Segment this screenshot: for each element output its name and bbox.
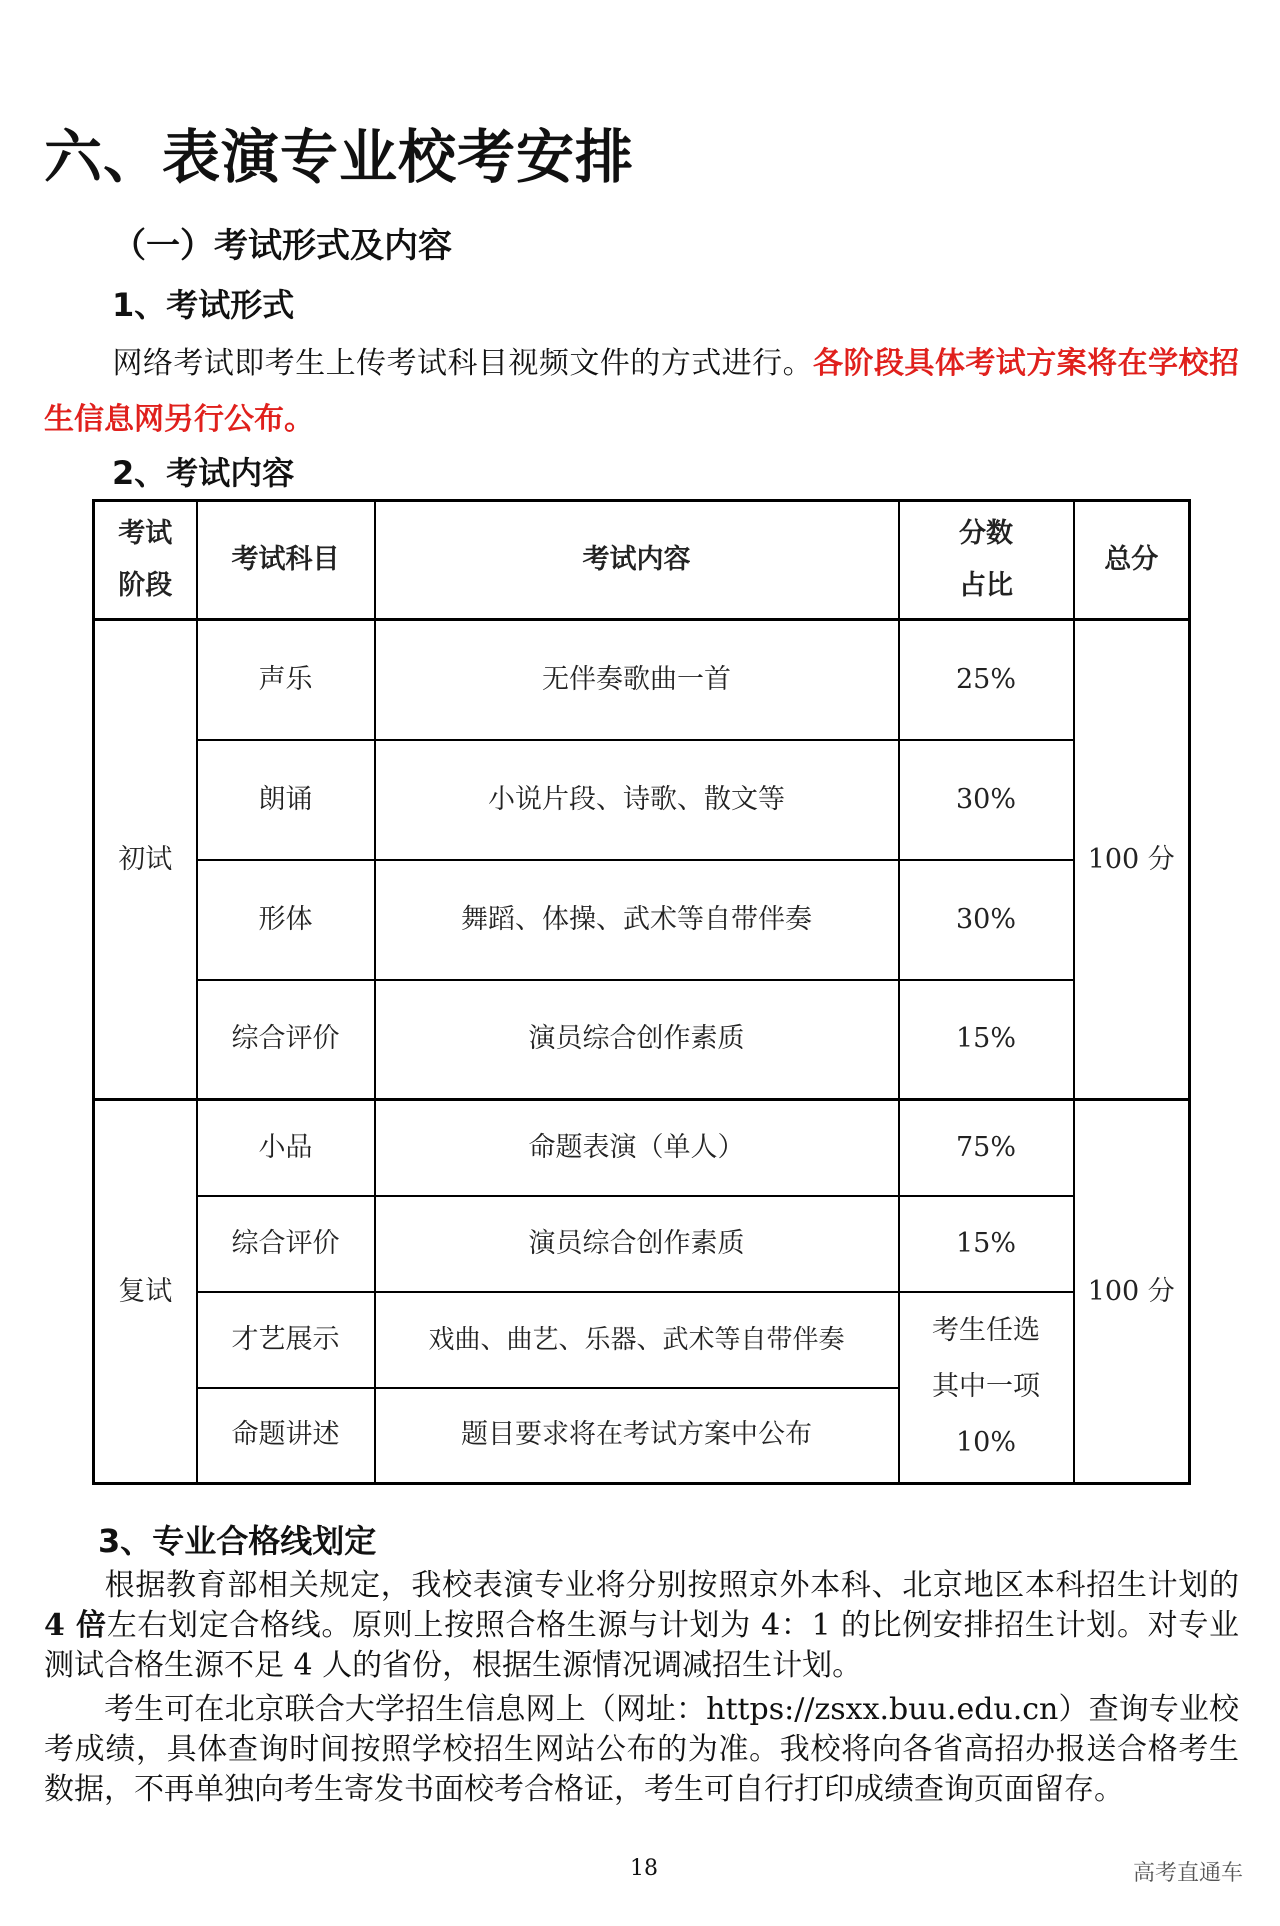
subsection-title: （一）考试形式及内容 bbox=[112, 226, 452, 266]
ratio-cell: 30% bbox=[899, 860, 1074, 980]
stage-preliminary: 初试 bbox=[94, 620, 197, 1100]
item3-title: 3、专业合格线划定 bbox=[98, 1522, 377, 1560]
header-subject: 考试科目 bbox=[197, 501, 375, 620]
table-row bbox=[94, 740, 1190, 860]
content-cell: 小说片段、诗歌、散文等 bbox=[375, 740, 899, 860]
item3-paragraph-2 bbox=[44, 1690, 1239, 1810]
table-row bbox=[94, 620, 1190, 740]
section-title: 六、表演专业校考安排 bbox=[44, 123, 635, 191]
total-preliminary: 100 分 bbox=[1074, 620, 1190, 1100]
table-header-row bbox=[94, 501, 1190, 620]
content-cell: 命题表演（单人） bbox=[375, 1100, 899, 1196]
subject-cell: 才艺展示 bbox=[197, 1292, 375, 1388]
item1-text: 网络考试即考生上传考试科目视频文件的方式进行。 bbox=[112, 346, 814, 381]
total-retest: 100 分 bbox=[1074, 1100, 1190, 1484]
content-cell: 舞蹈、体操、武术等自带伴奏 bbox=[375, 860, 899, 980]
item2-title: 2、考试内容 bbox=[112, 454, 295, 492]
table-row bbox=[94, 1196, 1190, 1292]
subject-cell: 小品 bbox=[197, 1100, 375, 1196]
stage-retest: 复试 bbox=[94, 1100, 197, 1484]
exam-content-table bbox=[92, 499, 1191, 1485]
item3-paragraph-1 bbox=[44, 1566, 1239, 1686]
content-cell: 戏曲、曲艺、乐器、武术等自带伴奏 bbox=[375, 1292, 899, 1388]
item3-p1-bold: 4 倍 bbox=[44, 1608, 107, 1643]
item3-p1-text-a: 根据教育部相关规定，我校表演专业将分别按照京外本科、北京地区本科招生计划的 bbox=[104, 1568, 1239, 1603]
subject-cell: 朗诵 bbox=[197, 740, 375, 860]
header-content: 考试内容 bbox=[375, 501, 899, 620]
ratio-cell: 15% bbox=[899, 980, 1074, 1100]
content-cell: 无伴奏歌曲一首 bbox=[375, 620, 899, 740]
watermark: 高考直通车 bbox=[1133, 1861, 1244, 1886]
ratio-cell: 25% bbox=[899, 620, 1074, 740]
subject-cell: 声乐 bbox=[197, 620, 375, 740]
subject-cell: 命题讲述 bbox=[197, 1388, 375, 1484]
content-cell: 演员综合创作素质 bbox=[375, 1196, 899, 1292]
subject-cell: 综合评价 bbox=[197, 1196, 375, 1292]
header-total: 总分 bbox=[1074, 501, 1190, 620]
content-cell: 演员综合创作素质 bbox=[375, 980, 899, 1100]
item3-p1-text-b: 左右划定合格线。原则上按照合格生源与计划为 4：1 的比例安排招生计划。对专业测试合格生源不足 4 人的省份，根据生源情况调减招生计划。 bbox=[44, 1608, 1239, 1683]
item1-red-notice: 各阶段具体考试方案将在学校招生信息网另行公布。 bbox=[44, 346, 1240, 437]
content-cell: 题目要求将在考试方案中公布 bbox=[375, 1388, 899, 1484]
table-row bbox=[94, 860, 1190, 980]
header-ratio: 分数占比 bbox=[899, 501, 1074, 620]
item3-p2-text: 考生可在北京联合大学招生信息网上（网址：https://zsxx.buu.edu.cn）查询专业校考成绩，具体查询时间按照学校招生网站公布的为准。我校将向各省高招办报送合格考生数据，不再单独向考生寄发书面校考合格证，考生可自行打印成绩查询页面留存。 bbox=[44, 1692, 1239, 1807]
header-stage: 考试阶段 bbox=[94, 501, 197, 620]
ratio-cell: 15% bbox=[899, 1196, 1074, 1292]
subject-cell: 综合评价 bbox=[197, 980, 375, 1100]
ratio-cell: 75% bbox=[899, 1100, 1074, 1196]
subject-cell: 形体 bbox=[197, 860, 375, 980]
item1-title: 1、考试形式 bbox=[112, 286, 295, 324]
page-number: 18 bbox=[630, 1856, 658, 1881]
table-row bbox=[94, 1292, 1190, 1388]
table-row bbox=[94, 1100, 1190, 1196]
ratio-merged-cell: 考生任选其中一项10% bbox=[899, 1292, 1074, 1484]
ratio-cell: 30% bbox=[899, 740, 1074, 860]
item1-paragraph bbox=[44, 336, 1239, 448]
table-row bbox=[94, 980, 1190, 1100]
